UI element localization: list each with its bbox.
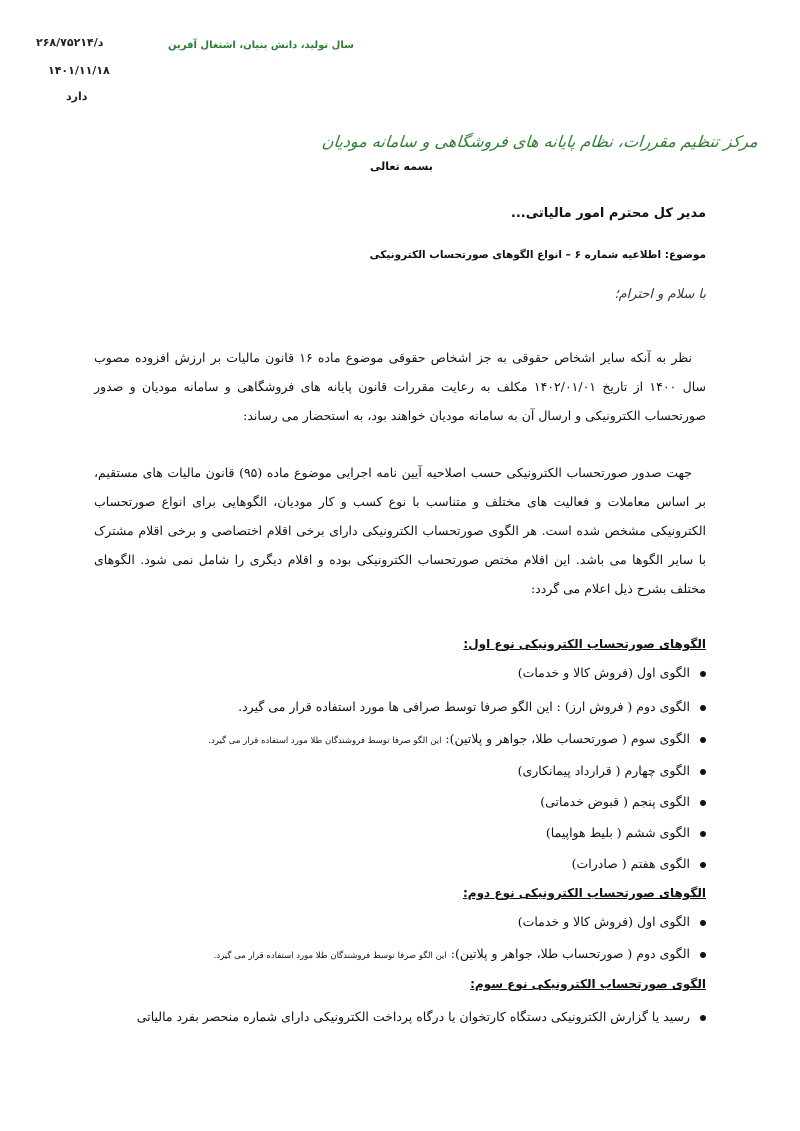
addressee: مدیر کل محترم امور مالیاتی...: [510, 206, 706, 221]
list-item: الگوی دوم ( صورتحساب طلا، جواهر و پلاتین): این الگو صرفا توسط فروشندگان طلا مورد استفاده قرار می گیرد.: [214, 946, 706, 961]
list-item: الگوی اول (فروش کالا و خدمات): [518, 914, 706, 929]
bullet-icon: [700, 862, 706, 868]
bullet-icon: [700, 920, 706, 926]
bismillah: بسمه تعالی: [370, 160, 433, 173]
list-item: الگوی اول (فروش کالا و خدمات): [518, 665, 706, 680]
attachment-status: دارد: [66, 90, 88, 103]
paragraph-1-text: نظر به آنکه سایر اشخاص حقوقی به جز اشخاص حقوقی موضوع ماده ۱۶ قانون مالیات بر ارزش افزوده مصوب سال ۱۴۰۰ از تاریخ ۱۴۰۲/۰۱/۰۱ مکلف به رعایت مقررات قانون پایانه های فروشگاهی و سامانه مودیان و صدور صورتحساب الکترونیکی و ارسال آن به سامانه مودیان خواهند بود، به استحضار می رساند:: [94, 350, 706, 423]
list-item: الگوی ششم ( بلیط هواپیما): [546, 825, 706, 840]
letter-date: ۱۴۰۱/۱۱/۱۸: [48, 64, 110, 77]
salutation: با سلام و احترام؛: [614, 287, 706, 302]
section-2-heading: الگوهای صورتحساب الکترونیکی نوع دوم:: [463, 886, 706, 900]
section-1-heading: الگوهای صورتحساب الکترونیکی نوع اول:: [463, 637, 706, 651]
reference-number: د/۲۶۸/۷۵۲۱۴: [36, 36, 104, 49]
list-item: رسید یا گزارش الکترونیکی دستگاه کارتخوان یا درگاه پرداخت الکترونیکی دارای شماره منحصر بفرد مالیاتی: [94, 1004, 706, 1030]
bullet-icon: [700, 952, 706, 958]
list-item: الگوی سوم ( صورتحساب طلا، جواهر و پلاتین): این الگو صرفا توسط فروشندگان طلا مورد استفاده قرار می گیرد.: [208, 731, 706, 746]
bullet-icon: [700, 800, 706, 806]
bullet-icon: [700, 737, 706, 743]
section-3-heading: الگوی صورتحساب الکترونیکی نوع سوم:: [470, 977, 706, 991]
paragraph-2-text: جهت صدور صورتحساب الکترونیکی حسب اصلاحیه آیین نامه اجرایی موضوع ماده (۹۵) قانون مالیات های مستقیم، بر اساس معاملات و فعالیت های مختلف و متناسب با نوع کسب و کار مودیان، الگوهایی برای انواع صورتحساب الکترونیکی مشخص شده است. هر الگوی صورتحساب الکترونیکی دارای برخی اقلام اختصاصی و برخی اقلام مشترک با سایر الگوها می باشد. این اقلام مختص صورتحساب الکترونیکی بوده و اقلام دیگری را شامل نمی شود. الگوهای مختلف بشرح ذیل اعلام می گردد:: [94, 465, 706, 596]
bullet-icon: [700, 1015, 706, 1021]
year-slogan: سال تولید، دانش بنیان، اشتغال آفرین: [168, 40, 354, 51]
bullet-icon: [700, 831, 706, 837]
body-paragraph-1: [94, 343, 706, 430]
list-item: الگوی هفتم ( صادرات): [572, 856, 706, 871]
bullet-icon: [700, 769, 706, 775]
organization-logo-text: مرکز تنظیم مقررات، نظام پایانه های فروشگاهی و سامانه مودیان: [321, 132, 759, 151]
bullet-icon: [700, 705, 706, 711]
subject-line: موضوع: اطلاعیه شماره ۶ – انواع الگوهای صورتحساب الکترونیکی: [369, 249, 706, 261]
body-paragraph-2: [94, 458, 706, 603]
bullet-icon: [700, 671, 706, 677]
list-item: الگوی چهارم ( قرارداد پیمانکاری): [518, 763, 706, 778]
list-item: الگوی پنجم ( قبوض خدماتی): [540, 794, 706, 809]
list-item: الگوی دوم ( فروش ارز) : این الگو صرفا توسط صرافی ها مورد استفاده قرار می گیرد.: [238, 699, 706, 714]
